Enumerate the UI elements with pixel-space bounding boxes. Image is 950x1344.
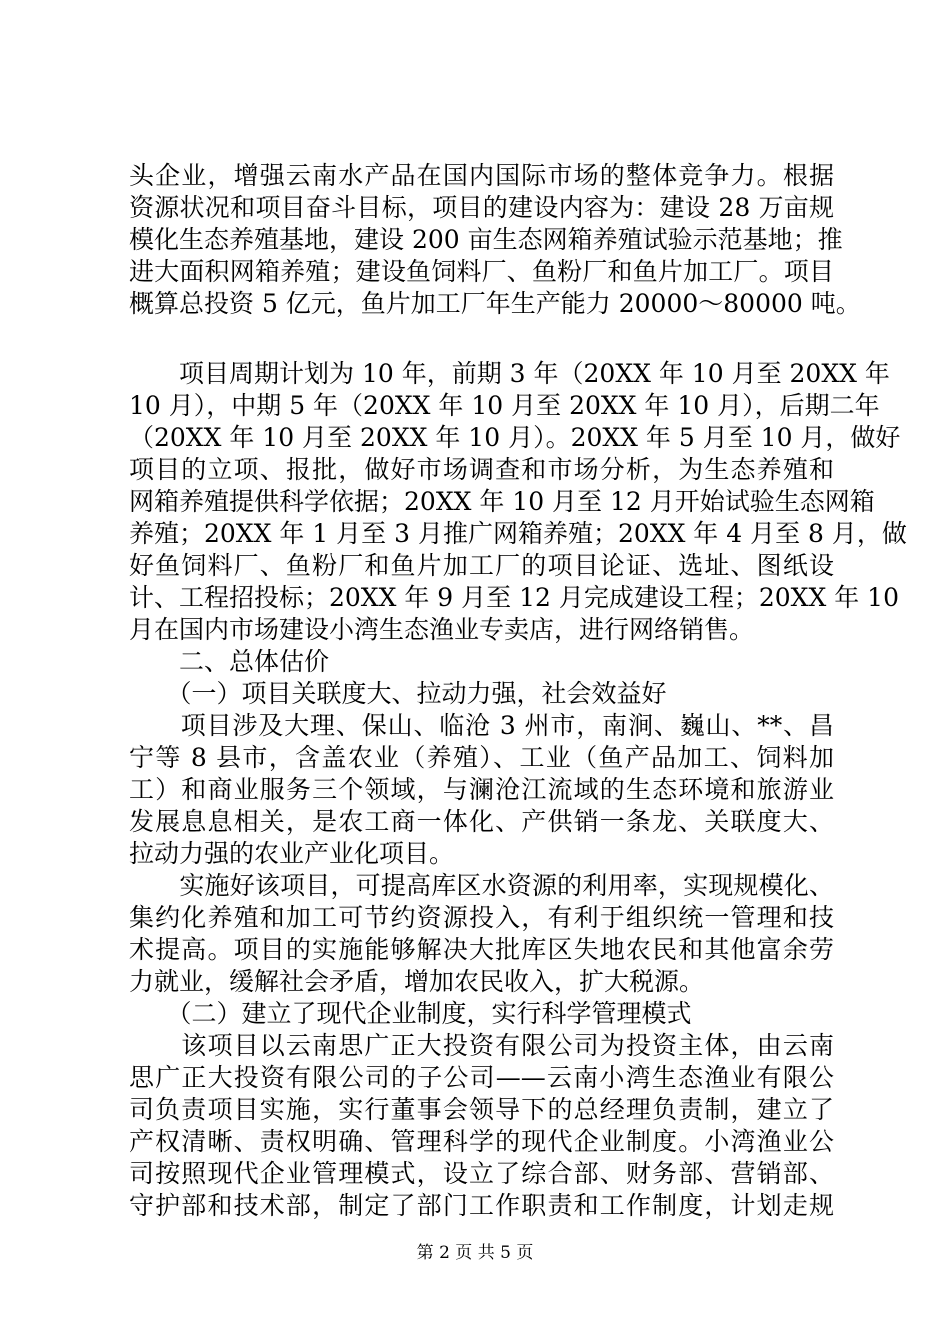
text-line: （20XX 年 10 月至 20XX 年 10 月）。20XX 年 5 月至 10 月，做好 [129,423,901,452]
text-line: 计、工程招投标；20XX 年 9 月至 12 月完成建设工程；20XX 年 10 [129,583,899,612]
text-line: 工）和商业服务三个领域，与澜沧江流域的生态环境和旅游业 [129,775,834,804]
text-line: 项目周期计划为 10 年，前期 3 年（20XX 年 10 月至 20XX 年 [129,359,890,388]
text-line: 发展息息相关，是农工商一体化、产供销一条龙、关联度大、 [129,807,834,836]
text-line: 司按照现代企业管理模式，设立了综合部、财务部、营销部、 [129,1159,834,1188]
text-line: 模化生态养殖基地，建设 200 亩生态网箱养殖试验示范基地；推 [129,225,843,254]
text-line: 好鱼饲料厂、鱼粉厂和鱼片加工厂的项目论证、选址、图纸设 [129,551,834,580]
text-line: 头企业，增强云南水产品在国内国际市场的整体竞争力。根据 [129,161,834,190]
body-text [129,160,907,1222]
section-heading: 二、总体估价 [129,647,330,676]
page-footer: 第 2 页 共 5 页 [416,1243,534,1263]
text-line: 进大面积网箱养殖；建设鱼饲料厂、鱼粉厂和鱼片加工厂。项目 [129,257,834,286]
text-line: 实施好该项目，可提高库区水资源的利用率，实现规模化、 [129,871,834,900]
text-line: 司负责项目实施，实行董事会领导下的总经理负责制，建立了 [129,1095,834,1124]
text-line: 该项目以云南思广正大投资有限公司为投资主体，由云南 [129,1031,834,1060]
text-line: 养殖；20XX 年 1 月至 3 月推广网箱养殖；20XX 年 4 月至 8 月，做 [129,519,907,548]
paragraph-gap [129,320,834,358]
text-line: 资源状况和项目奋斗目标，项目的建设内容为：建设 28 万亩规 [129,193,834,222]
subsection-heading: （一）项目关联度大、拉动力强，社会效益好 [129,679,667,708]
text-line: 宁等 8 县市，含盖农业（养殖）、工业（鱼产品加工、饲料加 [129,743,834,772]
text-line: 拉动力强的农业产业化项目。 [129,839,455,868]
text-line: 产权清晰、责权明确、管理科学的现代企业制度。小湾渔业公 [129,1127,834,1156]
text-line: 项目涉及大理、保山、临沧 3 州市，南涧、巍山、**、昌 [129,711,834,740]
text-line: 思广正大投资有限公司的子公司——云南小湾生态渔业有限公 [129,1063,834,1092]
text-line: 概算总投资 5 亿元，鱼片加工厂年生产能力 20000～80000 吨。 [129,289,861,318]
text-line: 月在国内市场建设小湾生态渔业专卖店，进行网络销售。 [129,615,755,644]
text-line: 项目的立项、报批，做好市场调查和市场分析，为生态养殖和 [129,455,834,484]
text-line: 力就业，缓解社会矛盾，增加农民收入，扩大税源。 [129,967,705,996]
text-line: 集约化养殖和加工可节约资源投入，有利于组织统一管理和技 [129,903,834,932]
text-line: 网箱养殖提供科学依据；20XX 年 10 月至 12 月开始试验生态网箱 [129,487,875,516]
paragraph-block-a [129,160,861,320]
paragraph-block-b [129,358,907,1222]
text-line: 10 月），中期 5 年（20XX 年 10 月至 20XX 年 10 月），后期二年 [129,391,880,420]
text-line: 守护部和技术部，制定了部门工作职责和工作制度，计划走规 [129,1191,834,1220]
subsection-heading: （二）建立了现代企业制度，实行科学管理模式 [129,999,692,1028]
text-line: 术提高。项目的实施能够解决大批库区失地农民和其他富余劳 [129,935,834,964]
